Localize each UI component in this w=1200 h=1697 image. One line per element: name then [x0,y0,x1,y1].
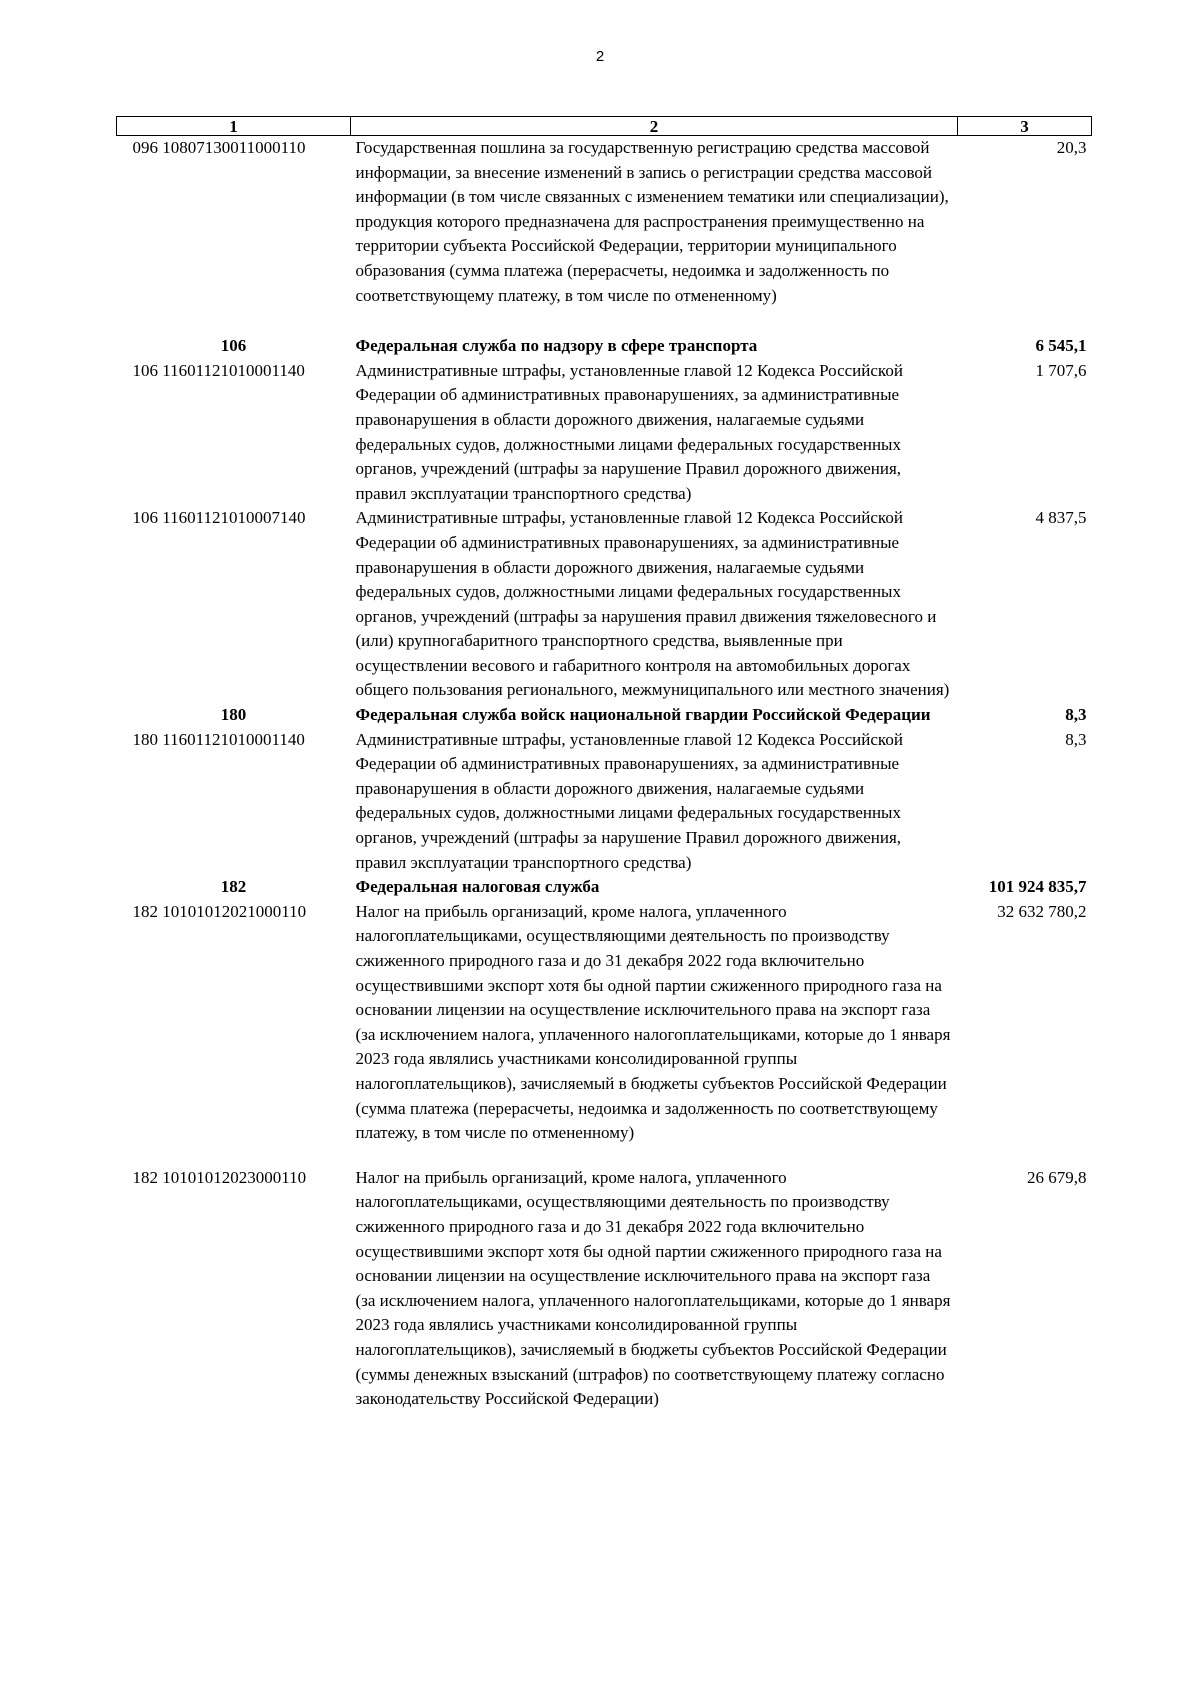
agency-row [117,703,1092,728]
table-row [117,900,1092,1166]
revenue-description: Налог на прибыль организаций, кроме налога, уплаченного налогоплательщиками, осуществляющими деятельность по производству сжиженного природного газа и до 31 декабря 2022 года включительно осуществившими экспорт хотя бы одной партии сжиженного природного газа на основании лицензии на осуществление исключительного права на экспорт газа (за исключением налога, уплаченного налогоплательщиками, которые до 1 января 2023 года являлись участниками консолидированной группы налогоплательщиков), зачисляемый в бюджеты субъектов Российской Федерации (суммы денежных взысканий (штрафов) по соответствующему платежу согласно законодательству Российской Федерации) [355,1167,951,1409]
budget-code: 182 10101012021000110 [132,901,307,921]
amount: 8,3 [1065,729,1087,749]
agency-total: 101 924 835,7 [988,877,1087,897]
amount: 1 707,6 [1035,360,1087,380]
revenue-description: Административные штрафы, установленные главой 12 Кодекса Российской Федерации об административных правонарушениях, за административные правонарушения в области дорожного движения, налагаемые судьями федеральных судов, должностными лицами федеральных государственных органов, учреждений (штрафы за нарушение Правил дорожного движения, правил эксплуатации транспортного средства) [355,360,903,503]
column-header-3: 3 [958,117,1092,136]
revenue-description: Государственная пошлина за государственную регистрацию средства массовой информации, за внесение изменений в запись о регистрации средства массовой информации (в том числе связанных с изменением тематики или специализации), продукция которого предназначена для распространения преимущественно на территории субъекта Российской Федерации, территории муниципального образования (сумма платежа (перерасчеты, недоимка и задолженность по соответствующему платежу, в том числе по отмененному) [355,138,949,305]
agency-row [117,334,1092,359]
amount: 20,3 [1056,138,1087,157]
budget-code: 096 10807130011000110 [132,138,306,157]
agency-name: Федеральная налоговая служба [355,877,600,897]
agency-total: 6 545,1 [1035,336,1087,356]
agency-code: 106 [220,336,247,356]
amount: 26 679,8 [1027,1167,1087,1187]
revenue-description: Административные штрафы, установленные главой 12 Кодекса Российской Федерации об административных правонарушениях, за административные правонарушения в области дорожного движения, налагаемые судьями федеральных судов, должностными лицами федеральных государственных органов, учреждений (штрафы за нарушение Правил дорожного движения, правил эксплуатации транспортного средства) [355,729,903,872]
table-row [117,728,1092,876]
budget-code: 182 10101012023000110 [132,1167,307,1187]
agency-row [117,875,1092,900]
amount: 32 632 780,2 [997,901,1087,921]
agency-total: 8,3 [1065,705,1087,725]
table-row [117,136,1092,335]
agency-name: Федеральная служба войск национальной гвардии Российской Федерации [355,705,931,725]
table-row [117,1166,1092,1412]
table-row [117,359,1092,507]
agency-code: 180 [220,705,247,725]
budget-code: 106 11601121010007140 [132,508,306,528]
agency-code: 182 [220,877,247,897]
revenue-table [116,116,1092,1412]
table-header [117,117,1092,136]
table-row [117,506,1092,703]
revenue-description: Административные штрафы, установленные главой 12 Кодекса Российской Федерации об административных правонарушениях, за административные правонарушения в области дорожного движения, налагаемые судьями федеральных судов, должностными лицами федеральных государственных органов, учреждений (штрафы за нарушения правил движения тяжеловесного и (или) крупногабаритного транспортного средства, выявленные при осуществлении весового и габаритного контроля на автомобильных дорогах общего пользования регионального, межмуниципального или местного значения) [355,508,950,700]
agency-name: Федеральная служба по надзору в сфере транспорта [355,336,758,356]
amount: 4 837,5 [1035,508,1087,528]
column-header-2: 2 [351,117,958,136]
budget-code: 180 11601121010001140 [132,729,305,749]
budget-code: 106 11601121010001140 [132,360,305,380]
column-header-1: 1 [117,117,351,136]
page-number: 2 [595,48,605,65]
revenue-description: Налог на прибыль организаций, кроме налога, уплаченного налогоплательщиками, осуществляющими деятельность по производству сжиженного природного газа и до 31 декабря 2022 года включительно осуществившими экспорт хотя бы одной партии сжиженного природного газа на основании лицензии на осуществление исключительного права на экспорт газа (за исключением налога, уплаченного налогоплательщиками, которые до 1 января 2023 года являлись участниками консолидированной группы налогоплательщиков), зачисляемый в бюджеты субъектов Российской Федерации (сумма платежа (перерасчеты, недоимка и задолженность по соответствующему платежу, в том числе по отмененному) [355,901,951,1143]
